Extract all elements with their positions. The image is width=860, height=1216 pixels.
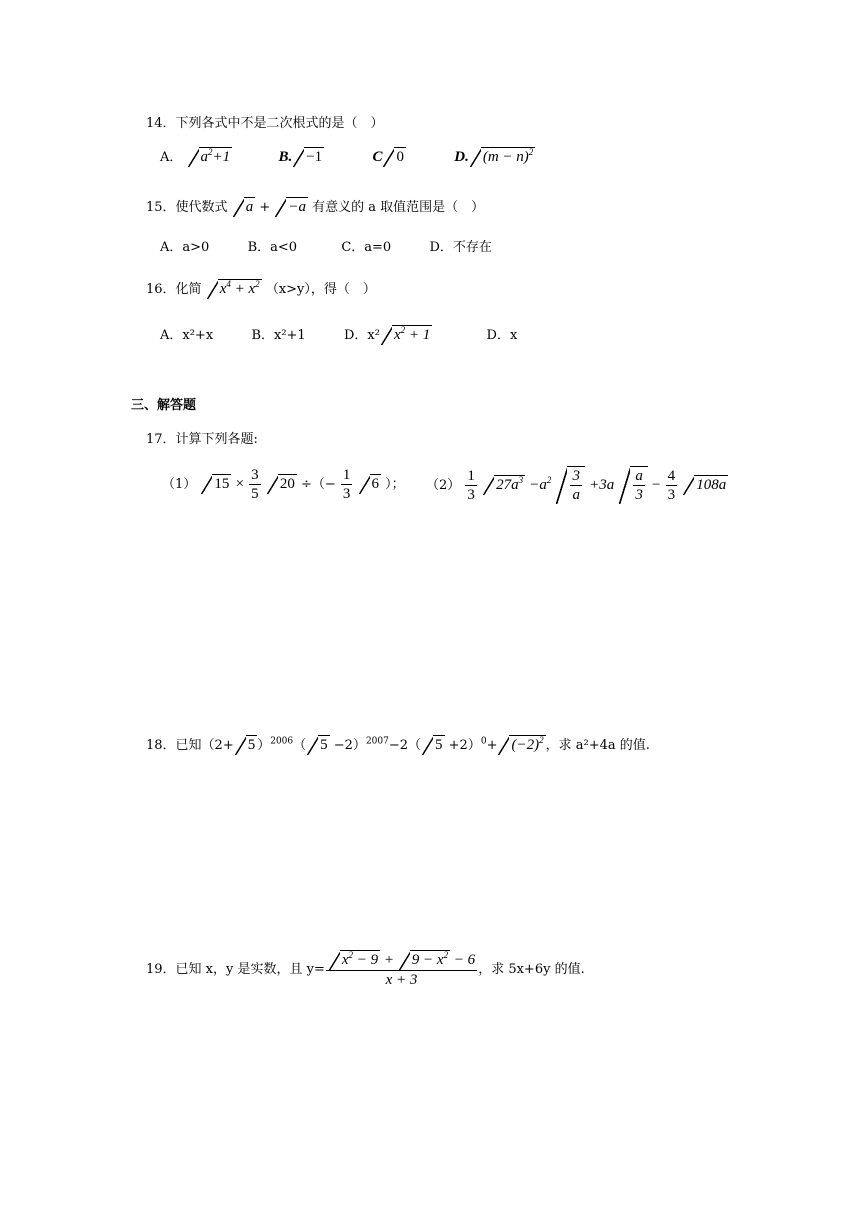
q17-stem: 计算下列各题:	[175, 432, 258, 447]
q17-p1-div: ÷（−	[300, 477, 336, 492]
q16-option-c-label: D．x²	[343, 328, 380, 343]
q17-p1-sqrt6: 6	[359, 474, 382, 494]
q19-text-2: ，求 5x+6y 的值.	[478, 961, 585, 977]
q15-radical-neg-a: −a	[275, 197, 308, 217]
q18-sqrt-neg2-squared: $(-2)^2$	[498, 735, 545, 755]
q18-text-4: −2）	[329, 738, 366, 753]
q17-part1-label: （1）	[162, 477, 197, 492]
q18-exp-2007: 2007	[365, 736, 389, 747]
q17-p2-minus-a2: $-a^2$	[529, 474, 552, 493]
q14-stem: 下列各式中不是二次根式的是（ ）	[175, 116, 384, 131]
q16-option-b: B．x²+1	[251, 328, 306, 343]
q16-stem-post: （x>y），得（ ）	[265, 282, 376, 297]
q18-exp-0: 0	[480, 736, 487, 747]
q17-p1-times: ×	[235, 476, 245, 492]
q18-text-6: +2）	[444, 738, 481, 753]
q15-stem-line	[146, 196, 484, 217]
q19-line	[146, 950, 585, 989]
q15-option-c: C．a=0	[341, 240, 392, 255]
q17-part1	[162, 466, 405, 503]
q16-stem-pre: 化简	[175, 282, 202, 297]
q17-part2	[426, 466, 728, 504]
q14-stem-line	[146, 112, 384, 131]
q18-line	[146, 734, 650, 755]
q14-option-d-radical: $(m - n)^2$	[470, 147, 535, 167]
q14-option-a-radical: $a^2+1$	[188, 147, 233, 167]
q16-option-a: A．x²+x	[160, 328, 214, 343]
q17-p2-fraction-4-3: $\frac{4}{3}$	[667, 467, 676, 503]
q15-plus: +	[259, 200, 271, 215]
q18-text-7: +	[486, 738, 498, 753]
q17-p2-plus-3a: +3a	[589, 476, 615, 493]
q17-p1-sqrt20: 20	[267, 474, 297, 494]
q15-number: 15．	[146, 200, 176, 215]
q17-p2-sqrt-3-over-a: $\frac{3}{a}$	[556, 466, 585, 504]
q18-sqrt5-c: 5	[422, 735, 445, 755]
q15-stem-pre: 使代数式	[175, 200, 228, 215]
q14-option-c-radical: 0	[383, 147, 406, 167]
q17-p2-sqrt-108a: 108a	[683, 475, 728, 495]
q17-p1-close: ）；	[385, 477, 405, 492]
q15-option-a: A．a>0	[160, 240, 210, 255]
q17-p2-minus: −	[652, 476, 661, 493]
q14-option-c-label: C	[372, 149, 383, 165]
section-title: 三、解答题	[131, 398, 197, 413]
q17-p1-fraction-1-3: $\frac{1}{3}$	[342, 467, 351, 502]
q15-options	[160, 236, 492, 255]
q17-p2-sqrt-a-over-3: $\frac{a}{3}$	[619, 466, 648, 504]
q16-option-c-radical: $x^2 + 1$	[381, 325, 432, 345]
q19-text-1: 已知 x，y 是实数，且 y=	[175, 961, 325, 977]
q14-option-d-label: D.	[454, 149, 469, 165]
q18-sqrt5-b: 5	[307, 735, 330, 755]
q17-p2-fraction-1-3: $\frac{1}{3}$	[467, 467, 475, 503]
q14-option-b-label: B.	[278, 149, 293, 165]
q18-text-1: 已知（2+	[175, 738, 234, 753]
q17-p1-fraction-3-5: $\frac{3}{5}$	[251, 467, 259, 502]
q16-radical: $x^4 + x^2$	[207, 279, 262, 299]
q19-fraction: $\frac{x^2 - 9 + 9 - x^2 - 6}{x + 3}$	[326, 950, 477, 989]
q17-part2-label: （2）	[426, 477, 461, 493]
q18-number: 18．	[146, 738, 176, 753]
q18-sqrt5-a: 5	[235, 735, 258, 755]
q18-text-8: ，求 a²+4a 的值.	[545, 738, 650, 753]
q14-options	[160, 146, 535, 167]
q15-radical-a: a	[233, 197, 256, 217]
q16-number: 16．	[146, 282, 176, 297]
q14-number: 14．	[146, 116, 176, 131]
q18-text-5: −2（	[388, 738, 422, 753]
q17-stem-line	[146, 428, 258, 447]
q18-exp-2006: 2006	[270, 736, 294, 747]
q14-option-a-label: A．	[160, 150, 183, 165]
q15-stem-post: 有意义的 a 取值范围是（ ）	[312, 200, 485, 215]
q15-option-d: D．不存在	[429, 240, 492, 255]
q16-stem-line	[146, 278, 376, 299]
q19-number: 19．	[146, 961, 176, 977]
q17-p2-sqrt-27a3: $27a^3$	[483, 475, 525, 495]
q14-option-b-radical: −1	[293, 147, 324, 167]
q18-text-2: ）	[257, 738, 271, 753]
q16-options	[160, 324, 517, 345]
q17-p1-sqrt15: 15	[201, 474, 231, 494]
q15-option-b: B．a<0	[247, 240, 298, 255]
q18-text-3: （	[293, 738, 307, 753]
q16-option-d: D．x	[486, 328, 518, 343]
q17-number: 17．	[146, 432, 176, 447]
